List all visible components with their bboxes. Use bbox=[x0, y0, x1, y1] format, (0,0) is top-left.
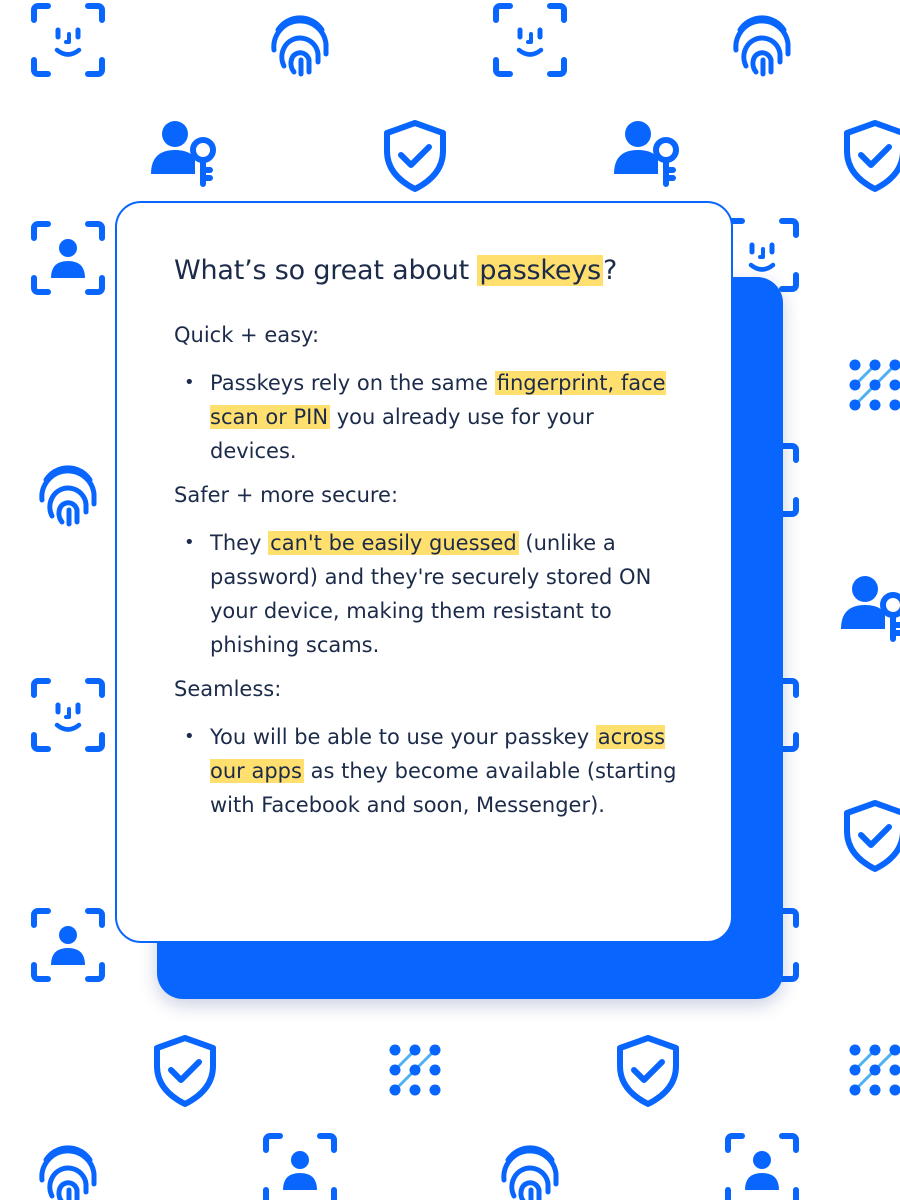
bullet-text: Passkeys rely on the same bbox=[210, 371, 495, 395]
bullet-text: They bbox=[210, 531, 269, 555]
bullet-item bbox=[174, 366, 680, 468]
user-scan-icon bbox=[28, 905, 108, 985]
section-label: Safer + more secure: bbox=[174, 483, 399, 507]
shield-check-icon bbox=[375, 115, 455, 195]
bullet-dot-icon: • bbox=[184, 726, 195, 747]
fingerprint-icon bbox=[260, 0, 340, 80]
bullet-text: you already use for your devices. bbox=[210, 405, 594, 463]
shield-check-icon bbox=[835, 795, 900, 875]
fingerprint-icon bbox=[490, 1130, 570, 1200]
bullet-text: You will be able to use your passkey bbox=[210, 725, 596, 749]
bullet-highlight: across our apps bbox=[210, 725, 666, 783]
user-scan-icon bbox=[722, 1130, 802, 1200]
user-key-icon bbox=[835, 565, 900, 645]
pattern-lock-icon bbox=[375, 1030, 455, 1110]
fingerprint-icon bbox=[722, 0, 802, 80]
card-title bbox=[174, 253, 691, 289]
face-scan-icon bbox=[490, 0, 570, 80]
title-highlight: passkeys bbox=[479, 255, 601, 286]
section-seamless bbox=[174, 674, 691, 822]
section-safer-secure bbox=[174, 480, 691, 662]
bullet-highlight: can't be easily guessed bbox=[270, 531, 517, 555]
user-scan-icon bbox=[260, 1130, 340, 1200]
title-prefix: What’s so great about bbox=[174, 255, 478, 286]
bullet-item bbox=[174, 720, 680, 822]
face-scan-icon bbox=[28, 675, 108, 755]
shield-check-icon bbox=[608, 1030, 688, 1110]
bullet-dot-icon: • bbox=[184, 532, 195, 553]
pattern-lock-icon bbox=[835, 345, 900, 425]
bullet-text: (unlike a password) and they're securely stored ON your device, making them resistant to phishing scams. bbox=[210, 531, 652, 657]
user-key-icon bbox=[145, 110, 225, 190]
fingerprint-icon bbox=[28, 1130, 108, 1200]
face-scan-icon bbox=[28, 0, 108, 80]
bullet-text: as they become available (starting with Facebook and soon, Messenger). bbox=[210, 759, 677, 817]
user-key-icon bbox=[608, 110, 688, 190]
bullet-dot-icon: • bbox=[184, 372, 195, 393]
bullet-highlight: fingerprint, face scan or PIN bbox=[210, 371, 666, 429]
shield-check-icon bbox=[145, 1030, 225, 1110]
bullet-item bbox=[174, 526, 680, 662]
info-card bbox=[115, 201, 733, 943]
title-suffix: ? bbox=[602, 255, 618, 286]
section-label: Quick + easy: bbox=[174, 323, 320, 347]
pattern-lock-icon bbox=[835, 1030, 900, 1110]
shield-check-icon bbox=[835, 115, 900, 195]
section-label: Seamless: bbox=[174, 677, 282, 701]
fingerprint-icon bbox=[28, 450, 108, 530]
section-quick-easy bbox=[174, 320, 691, 468]
user-scan-icon bbox=[28, 218, 108, 298]
